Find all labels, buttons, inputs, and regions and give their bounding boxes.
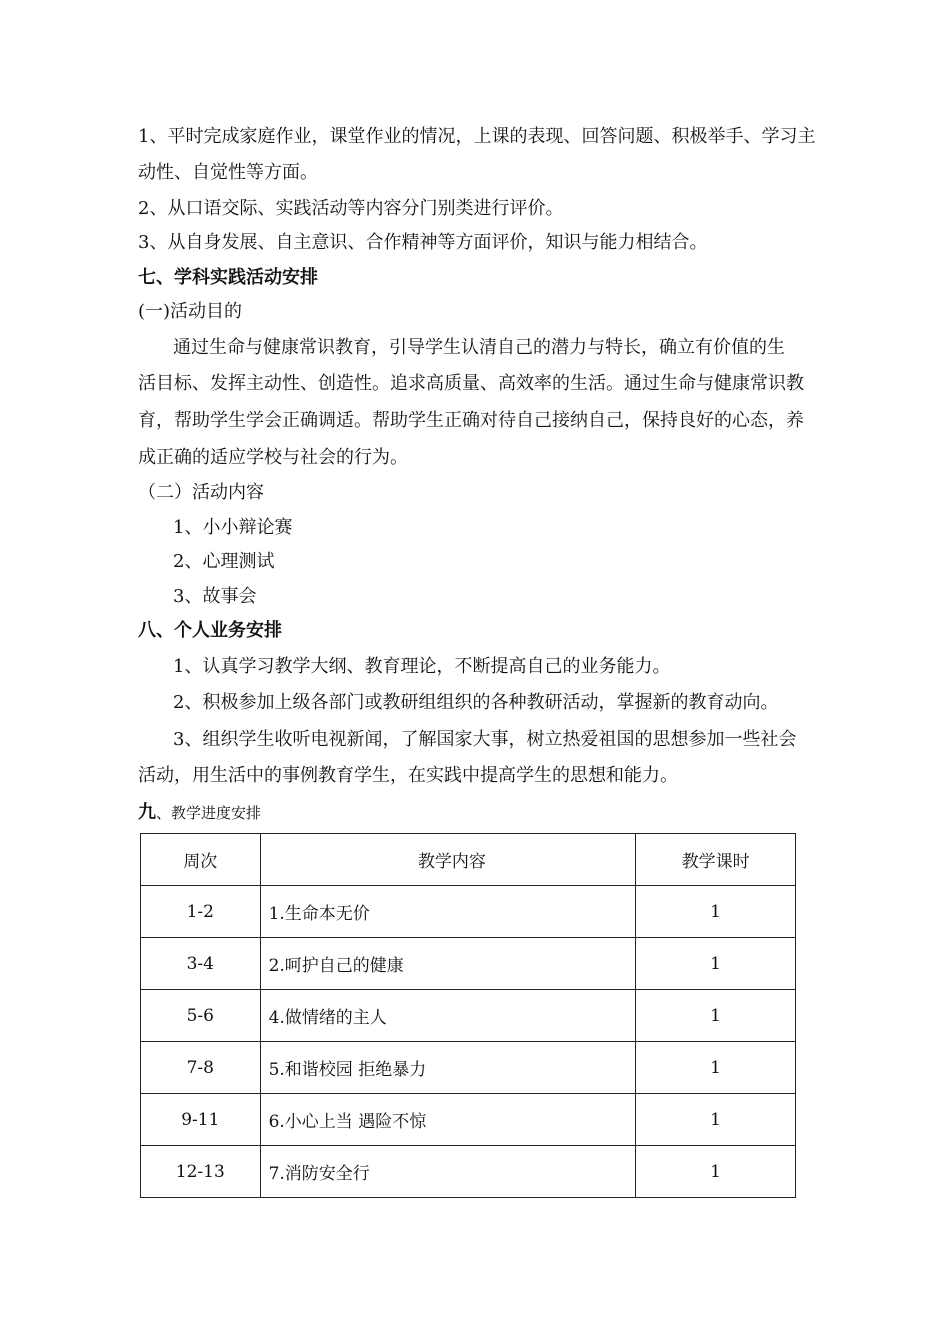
table-header-row (141, 834, 796, 886)
content-cell: 6.小心上当 遇险不惊 (260, 1094, 636, 1146)
hours-cell: 1 (636, 1094, 796, 1146)
activity-goal-heading: (一)活动目的 (138, 301, 243, 322)
table-row (141, 1094, 796, 1146)
activity-content-item: 3、故事会 (173, 586, 257, 607)
header-hours: 教学课时 (636, 834, 796, 886)
personal-plan-item-1: 1、认真学习教学大纲、教育理论，不断提高自己的业务能力。 (173, 656, 671, 677)
evaluation-item-1-line-1: 1、平时完成家庭作业，课堂作业的情况，上课的表现、回答问题、积极举手、学习主 (138, 126, 816, 147)
activity-content-item: 2、心理测试 (173, 551, 275, 572)
section-9-title: 、教学进度安排 (156, 804, 262, 822)
activity-goal-line-3: 育，帮助学生学会正确调适。帮助学生正确对待自己接纳自己，保持良好的心态，养 (138, 410, 804, 431)
teaching-schedule-table (140, 833, 796, 1198)
hours-cell: 1 (636, 1146, 796, 1198)
content-cell: 4.做情绪的主人 (260, 990, 636, 1042)
header-week: 周次 (141, 834, 261, 886)
table-row (141, 886, 796, 938)
content-cell: 7.消防安全行 (260, 1146, 636, 1198)
week-cell: 1-2 (141, 886, 261, 938)
hours-cell: 1 (636, 938, 796, 990)
table-row (141, 938, 796, 990)
week-cell: 5-6 (141, 990, 261, 1042)
table-row (141, 1042, 796, 1094)
activity-goal-line-1: 通过生命与健康常识教育，引导学生认清自己的潜力与特长，确立有价值的生 (173, 337, 785, 358)
week-cell: 9-11 (141, 1094, 261, 1146)
personal-plan-item-3-line-2: 活动，用生活中的事例教育学生，在实践中提高学生的思想和能力。 (138, 765, 678, 786)
week-cell: 3-4 (141, 938, 261, 990)
section-8-heading: 八、个人业务安排 (138, 620, 282, 641)
header-content: 教学内容 (260, 834, 636, 886)
hours-cell: 1 (636, 990, 796, 1042)
evaluation-item-3: 3、从自身发展、自主意识、合作精神等方面评价，知识与能力相结合。 (138, 232, 708, 253)
hours-cell: 1 (636, 886, 796, 938)
week-cell: 12-13 (141, 1146, 261, 1198)
activity-content-item: 1、小小辩论赛 (173, 517, 293, 538)
hours-cell: 1 (636, 1042, 796, 1094)
section-9-number: 九 (138, 802, 156, 823)
evaluation-item-2: 2、从口语交际、实践活动等内容分门别类进行评价。 (138, 198, 564, 219)
activity-content-heading: （二）活动内容 (138, 482, 264, 503)
table-row (141, 990, 796, 1042)
activity-goal-line-4: 成正确的适应学校与社会的行为。 (138, 447, 408, 468)
table-row (141, 1146, 796, 1198)
personal-plan-item-3-line-1: 3、组织学生收听电视新闻，了解国家大事，树立热爱祖国的思想参加一些社会 (173, 729, 797, 750)
section-7-heading: 七、学科实践活动安排 (138, 267, 318, 288)
evaluation-item-1-line-2: 动性、自觉性等方面。 (138, 162, 318, 183)
content-cell: 1.生命本无价 (260, 886, 636, 938)
content-cell: 5.和谐校园 拒绝暴力 (260, 1042, 636, 1094)
section-9-heading (138, 802, 818, 824)
personal-plan-item-2: 2、积极参加上级各部门或教研组组织的各种教研活动，掌握新的教育动向。 (173, 692, 779, 713)
activity-goal-line-2: 活目标、发挥主动性、创造性。追求高质量、高效率的生活。通过生命与健康常识教 (138, 373, 804, 394)
week-cell: 7-8 (141, 1042, 261, 1094)
content-cell: 2.呵护自己的健康 (260, 938, 636, 990)
